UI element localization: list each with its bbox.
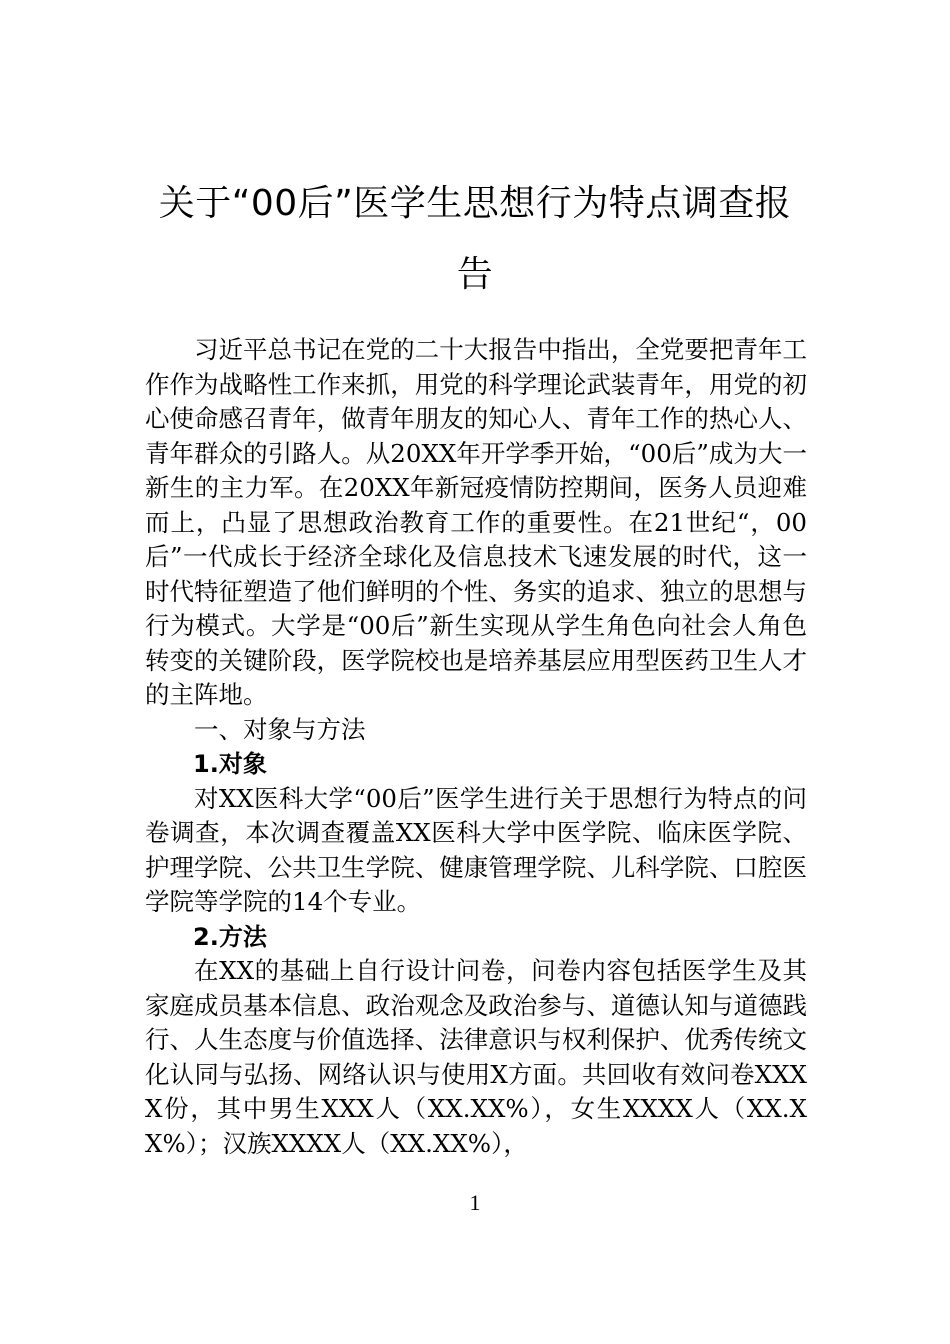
document-body: [145, 333, 807, 1161]
subsection-heading-methods: 2.方法: [193, 922, 267, 951]
document-title: 关于“00后”医学生思想行为特点调查报告: [158, 183, 792, 295]
subsection-heading-objects: 1.对象: [193, 750, 267, 778]
intro-paragraph: 习近平总书记在党的二十大报告中指出，全党要把青年工作作为战略性工作来抓，用党的科学理论武装青年，用党的初心使命感召青年，做青年朋友的知心人、青年工作的热心人、青年群众的引路人。从20XX年开学季开始，“00后”成为大一新生的主力军。在20XX年新冠疫情防控期间，医务人员迎难而上，凸显了思想政治教育工作的重要性。在21世纪“，00后”一代成长于经济全球化及信息技术飞速发展的时代，这一时代特征塑造了他们鲜明的个性、务实的追求、独立的思想与行为模式。大学是“00后”新生实现从学生角色向社会人角色转变的关键阶段，医学院校也是培养基层应用型医药卫生人才的主阵地。: [145, 335, 807, 709]
methods-paragraph: 在XX的基础上自行设计问卷，问卷内容包括医学生及其家庭成员基本信息、政治观念及政治参与、道德认知与道德践行、人生态度与价值选择、法律意识与权利保护、优秀传统文化认同与弘扬、网络认识与使用X方面。共回收有效问卷XXXX份，其中男生XXX人（XX.XX%），女生XXXX人（XX.XX%）；汉族XXXX人（XX.XX%），: [145, 956, 807, 1158]
section-heading-objects-methods: 一、对象与方法: [194, 714, 366, 744]
objects-paragraph: 对XX医科大学“00后”医学生进行关于思想行为特点的问卷调查，本次调查覆盖XX医科大学中医学院、临床医学院、护理学院、公共卫生学院、健康管理学院、儿科学院、口腔医学院等学院的14个专业。: [145, 783, 807, 916]
page-number: 1: [469, 1190, 481, 1215]
